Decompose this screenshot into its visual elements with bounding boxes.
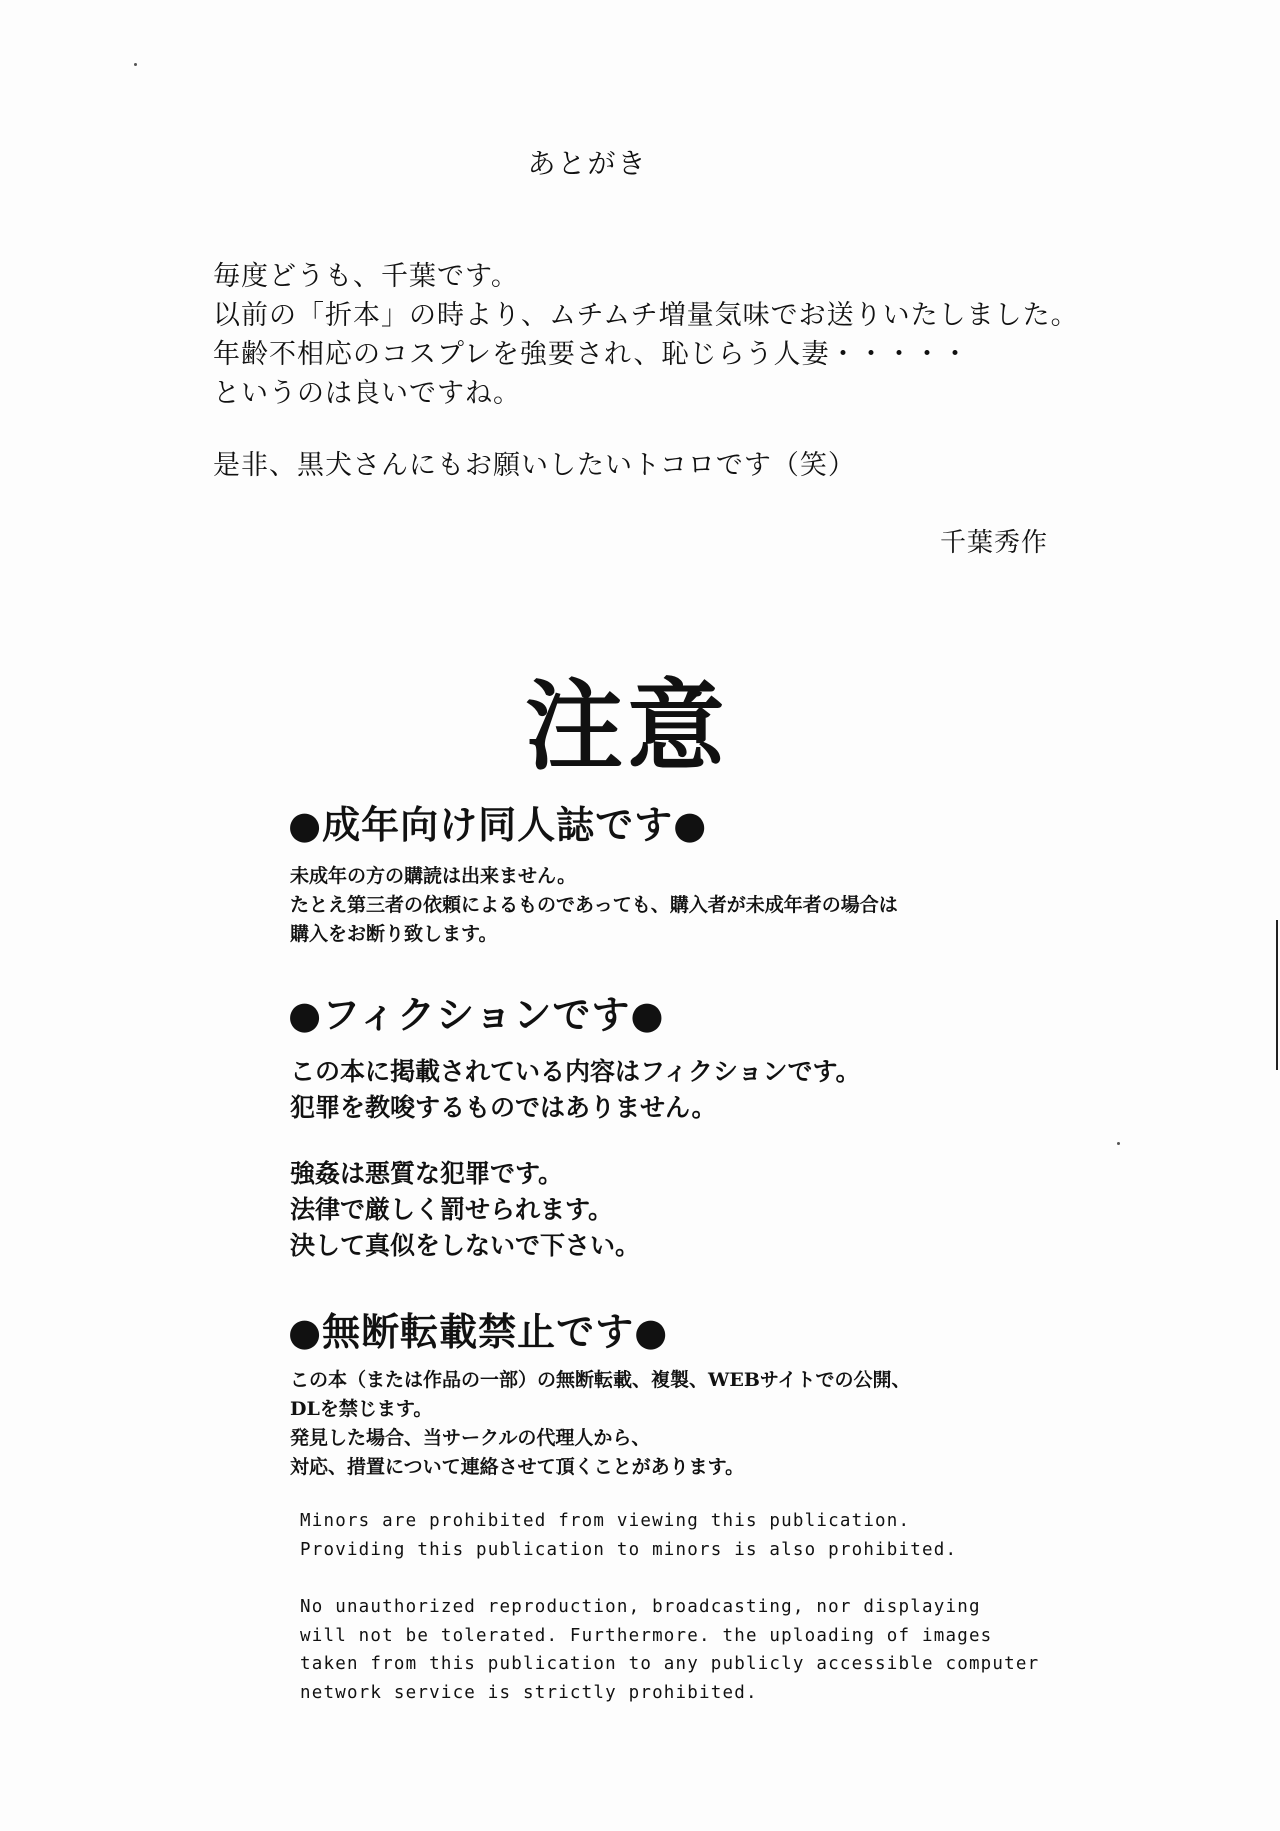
- section-body-reprint: [290, 1366, 911, 1482]
- section-body-fiction: [290, 1054, 861, 1126]
- english-line: network service is strictly prohibited.: [300, 1682, 758, 1703]
- section-body-crime: [290, 1156, 640, 1264]
- notice-line: 対応、措置について連絡させて頂くことがあります。: [290, 1456, 745, 1478]
- notice-line: 犯罪を教唆するものではありません。: [290, 1093, 717, 1122]
- section-heading-fiction: ●フィクションです●: [288, 992, 665, 1037]
- notice-line: たとえ第三者の依頼によるものであっても、購入者が未成年者の場合は: [290, 894, 898, 916]
- afterword-line: というのは良いですね。: [213, 378, 521, 409]
- english-notice-reproduction: [300, 1593, 1039, 1707]
- afterword-line: 以前の「折本」の時より、ムチムチ増量気味でお送りいたしました。: [213, 300, 1079, 331]
- afterword-closing: 是非、黒犬さんにもお願いしたいトコロです（笑）: [213, 450, 856, 481]
- scan-edge-mark: [1276, 920, 1278, 1070]
- english-line: Minors are prohibited from viewing this publication.: [300, 1511, 911, 1531]
- afterword-line: 年齢不相応のコスプレを強要され、恥じらう人妻・・・・・: [213, 339, 970, 370]
- afterword-body: [213, 257, 1133, 413]
- afterword-line: 毎度どうも、千葉です。: [213, 261, 519, 292]
- scan-speck: [1117, 1142, 1120, 1145]
- english-line: will not be tolerated. Furthermore. the uploading of images: [300, 1625, 993, 1646]
- notice-line: 購入をお断り致します。: [290, 923, 498, 945]
- notice-line: この本に掲載されている内容はフィクションです。: [290, 1057, 861, 1086]
- section-body-adult: [290, 862, 898, 949]
- notice-line: DLを禁じます。: [290, 1398, 433, 1420]
- author-signature: 千葉秀作: [940, 528, 1049, 558]
- afterword-title: あとがき: [527, 147, 648, 180]
- notice-line: 未成年の方の購読は出来ません。: [290, 865, 577, 887]
- english-line: taken from this publication to any publicly accessible computer: [300, 1654, 1040, 1674]
- english-line: Providing this publication to minors is also prohibited.: [300, 1539, 958, 1560]
- english-notice-minors: [300, 1507, 957, 1564]
- notice-line: 法律で厳しく罰せられます。: [290, 1195, 614, 1224]
- notice-line: 発見した場合、当サークルの代理人から、: [290, 1427, 651, 1449]
- section-heading-adult: ●成年向け同人誌です●: [288, 802, 708, 847]
- notice-line: 強姦は悪質な犯罪です。: [290, 1159, 564, 1188]
- scan-speck: [134, 63, 137, 66]
- section-heading-reprint: ●無断転載禁止です●: [288, 1309, 669, 1354]
- english-line: No unauthorized reproduction, broadcasting, nor displaying: [300, 1597, 981, 1617]
- notice-line: この本（または作品の一部）の無断転載、複製、WEBサイトでの公開、: [290, 1369, 911, 1391]
- notice-line: 決して真似をしないで下さい。: [290, 1231, 641, 1260]
- notice-title: 注意: [524, 670, 729, 784]
